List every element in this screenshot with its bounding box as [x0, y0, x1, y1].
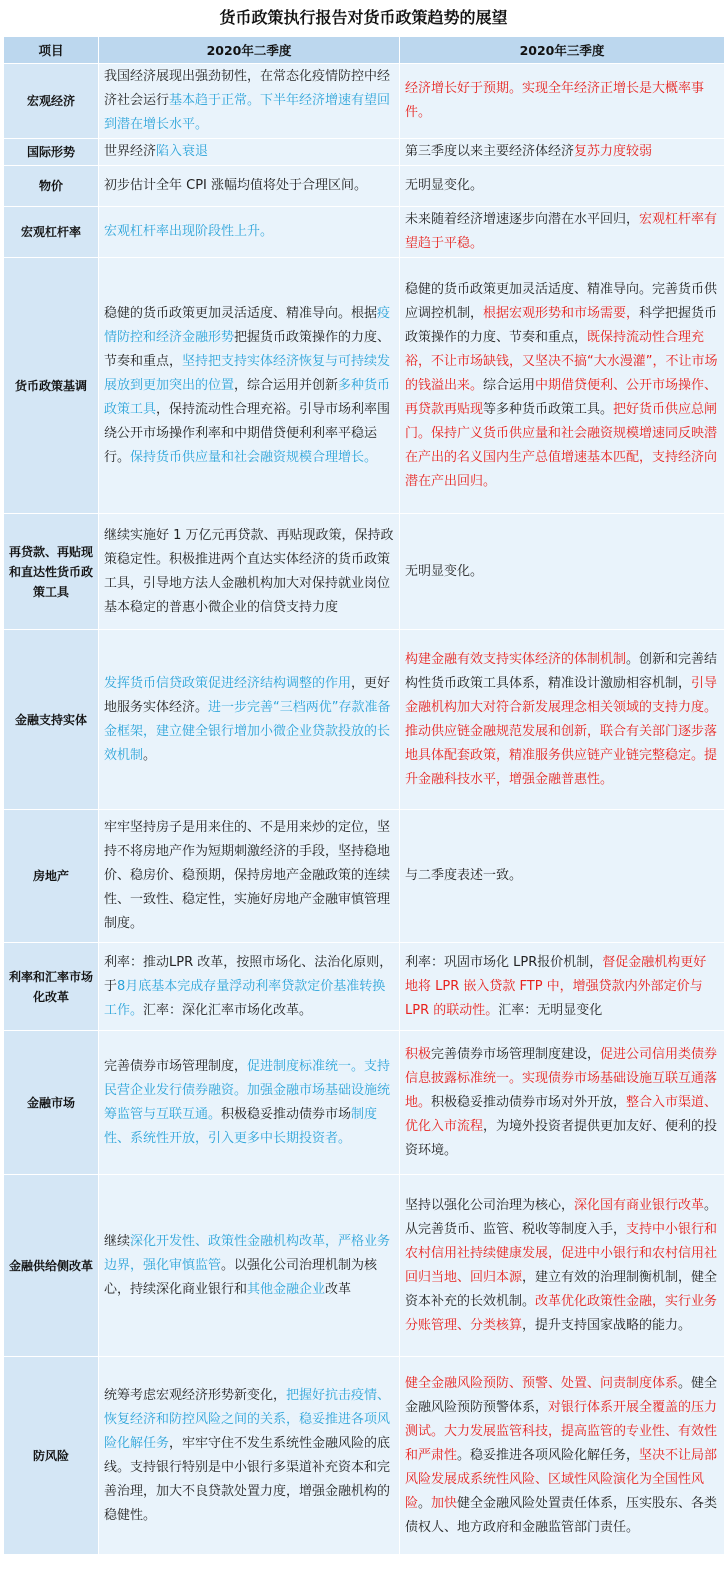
highlight-red-segment: 促进公司信用类债券信息披露标准统一。实现债券市场基础设施互联互通落地。	[405, 1046, 718, 1110]
text-segment: 利率：推动LPR 改革，按照市场化、法治化原则，于	[104, 954, 393, 994]
text-segment: 。	[143, 747, 157, 763]
highlight-blue-segment: 坚持把支持实体经济恢复与可持续发展放到更加突出的位置	[104, 353, 391, 393]
table-row	[4, 943, 725, 1031]
cell-q2-2020	[99, 258, 400, 514]
text-segment: ，建立有效的治理制衡机制，健全资本补充的长效机制。	[405, 1269, 718, 1309]
table-row	[4, 630, 725, 810]
highlight-red-segment: 深化国有商业银行改革	[574, 1197, 705, 1213]
cell-q2-2020	[99, 207, 400, 258]
cell-q2-2020	[99, 630, 400, 810]
cell-q3-2020	[400, 207, 725, 258]
cell-q3-2020	[400, 139, 725, 166]
text-segment: 科学把握货币政策操作的力度、节奏和重点，	[405, 305, 718, 345]
highlight-red-segment: 既保持流动性合理充裕，不让市场缺钱，又坚决不搞“大水漫灌”，不让市场的钱溢出来。	[405, 329, 718, 393]
highlight-blue-segment: 把握好抗击疫情、恢复经济和防控风险之间的关系，稳妥推进各项风险化解任务	[104, 1387, 391, 1451]
text-segment: 第三季度以来主要经济体经济	[405, 144, 575, 159]
text-segment: 世界经济	[104, 144, 157, 159]
text-segment: ，保持流动性合理充裕。引导市场利率围绕公开市场操作利率和中期借贷便利利率平稳运行。	[104, 401, 391, 465]
highlight-blue-segment: 8月底基本完成存量浮动利率贷款定价基准转换工作。	[104, 978, 386, 1018]
outlook-table	[3, 36, 725, 1555]
cell-q2-2020	[99, 1357, 400, 1555]
text-segment: 继续	[104, 1233, 131, 1249]
table-row	[4, 1175, 725, 1357]
highlight-red-segment: 积极	[405, 1046, 432, 1062]
table-header-row	[4, 37, 725, 64]
row-item-label: 物价	[4, 166, 99, 207]
text-segment: 等多种货币政策工具。	[483, 401, 614, 417]
highlight-red-segment: 引导金融机构加大对符合新发展理念相关领域的支持力度。推动供应链金融规范发展和创新，联合有关部门逐步落地具体配套政策，精准服务供应链产业链完整稳定。提升金融科技水平，增强金融普惠性。	[405, 675, 718, 787]
row-item-label: 房地产	[4, 810, 99, 943]
text-segment: 无明显变化。	[405, 563, 484, 579]
text-segment: 统筹考虑宏观经济形势新变化，	[104, 1387, 287, 1403]
table-row	[4, 64, 725, 139]
text-segment: 。健全金融风险预防预警体系，	[405, 1375, 718, 1415]
table-row	[4, 514, 725, 630]
cell-q2-2020	[99, 64, 400, 139]
highlight-red-segment: 加快	[431, 1495, 458, 1511]
row-item-label: 国际形势	[4, 139, 99, 166]
cell-q2-2020	[99, 1031, 400, 1175]
row-item-label: 利率和汇率市场化改革	[4, 943, 99, 1031]
row-item-label: 防风险	[4, 1357, 99, 1555]
text-segment: ，更好地服务实体经济。	[104, 675, 391, 715]
text-segment: 。稳妥推进各项风险化解任务，	[457, 1447, 640, 1463]
text-segment: 把握货币政策操作的力度、节奏和重点，	[104, 329, 391, 369]
highlight-red-segment: 督促金融机构更好地将 LPR 嵌入贷款 FTP 中，增强贷款内外部定价与 LPR 的联动性。	[405, 954, 707, 1018]
cell-q3-2020	[400, 630, 725, 810]
text-segment: 积极稳妥推动债券市场对外开放，	[431, 1094, 627, 1110]
text-segment: 我国经济展现出强劲韧性，在常态化疫情防控中经济社会运行	[104, 69, 391, 108]
table-row	[4, 258, 725, 514]
highlight-red-segment: 健全金融风险预防、预警、处置、问责制度体系	[405, 1375, 679, 1391]
page-title: 货币政策执行报告对货币政策趋势的展望	[219, 8, 508, 27]
table-row	[4, 810, 725, 943]
highlight-red-segment: 构建金融有效支持实体经济的体制机制	[405, 651, 627, 667]
highlight-red-segment: 中期借贷便利、公开市场操作、再贷款再贴现	[405, 377, 718, 417]
cell-q2-2020	[99, 139, 400, 166]
text-segment: 健全金融风险处置责任体系，压实股东、各类债权人、地方政府和金融监管部门责任。	[405, 1495, 718, 1535]
highlight-blue-segment: 保持货币供应量和社会融资规模合理增长。	[130, 449, 378, 465]
highlight-blue-segment: 宏观杠杆率出现阶段性上升。	[104, 224, 274, 239]
text-segment: 综合运用	[483, 377, 536, 393]
text-segment: 与二季度表述一致。	[405, 868, 523, 883]
cell-q3-2020	[400, 64, 725, 139]
text-segment: 未来随着经济增速逐步向潜在水平回归，	[405, 212, 640, 227]
text-segment: 继续实施好 1 万亿元再贷款、再贴现政策，保持政策稳定性。积极推进两个直达实体经济的货币政策工具，引导地方法人金融机构加大对保持就业岗位基本稳定的普惠小微企业的信贷支持力度	[104, 527, 394, 615]
cell-q3-2020	[400, 1357, 725, 1555]
highlight-blue-segment: 疫情防控和经济金融形势	[104, 305, 391, 345]
highlight-blue-segment: 进一步完善“三档两优”存款准备金框架，建立健全银行增加小微企业贷款投放的长效机制	[104, 699, 391, 763]
text-segment: 稳健的货币政策更加灵活适度、精准导向。根据	[104, 305, 378, 321]
highlight-red-segment: 坚决不让局部风险发展成系统性风险、区域性风险演化为全国性风险	[405, 1447, 718, 1511]
text-segment: ，为境外投资者提供更加友好、便利的投资环境。	[405, 1118, 718, 1158]
text-segment: 完善债券市场管理制度建设，	[431, 1046, 601, 1062]
row-item-label: 宏观经济	[4, 64, 99, 139]
cell-q3-2020	[400, 258, 725, 514]
cell-q3-2020	[400, 1175, 725, 1357]
highlight-red-segment: 整合入市渠道、优化入市流程	[405, 1094, 718, 1134]
text-segment: 无明显变化。	[405, 178, 484, 193]
row-item-label: 金融供给侧改革	[4, 1175, 99, 1357]
text-segment: 。	[418, 1495, 432, 1511]
cell-q3-2020	[400, 514, 725, 630]
text-segment: 初步估计全年 CPI 涨幅均值将处于合理区间。	[104, 178, 368, 193]
table-row	[4, 166, 725, 207]
cell-q2-2020	[99, 810, 400, 943]
highlight-blue-segment: 制度性、系统性开放，引入更多中长期投资者。	[104, 1106, 378, 1146]
highlight-blue-segment: 促进制度标准统一。支持民营企业发行债券融资。加强金融市场基础设施统筹监管与互联互通。	[104, 1058, 391, 1122]
highlight-blue-segment: 其他金融企业	[247, 1281, 326, 1297]
cell-q3-2020	[400, 1031, 725, 1175]
highlight-blue-segment: 深化开发性、政策性金融机构改革，严格业务边界，强化审慎监管	[104, 1233, 391, 1273]
header-item: 项目	[4, 37, 99, 64]
text-segment: 牢牢坚持房子是用来住的、不是用来炒的定位，坚持不将房地产作为短期刺激经济的手段，坚持稳地价、稳房价、稳预期，保持房地产金融政策的连续性、一致性、稳定性，实施好房地产金融审慎管理制度。	[104, 820, 391, 931]
header-q2-2020: 2020年二季度	[99, 37, 400, 64]
text-segment: 积极稳妥推动债券市场	[221, 1106, 352, 1122]
text-segment: 改革	[325, 1281, 352, 1297]
highlight-red-segment: 根据宏观形势和市场需要，	[483, 305, 640, 321]
cell-q2-2020	[99, 1175, 400, 1357]
table-row	[4, 139, 725, 166]
table-row	[4, 1031, 725, 1175]
text-segment: 利率：巩固市场化 LPR报价机制，	[405, 954, 603, 970]
highlight-red-segment: 把好货币供应总闸门。保持广义货币供应量和社会融资规模增速同反映潜在产出的名义国内生产总值增速基本匹配，支持经济向潜在产出回归。	[405, 401, 718, 489]
row-item-label: 再贷款、再贴现和直达性货币政策工具	[4, 514, 99, 630]
text-segment: ，提升支持国家战略的能力。	[522, 1317, 692, 1333]
highlight-red-segment: 复苏力度较弱	[574, 144, 653, 159]
highlight-red-segment: 改革优化政策性金融，实行业务分账管理、分类核算	[405, 1293, 718, 1333]
text-segment: 。以强化公司治理机制为核心，持续深化商业银行和	[104, 1257, 378, 1297]
row-item-label: 货币政策基调	[4, 258, 99, 514]
cell-q2-2020	[99, 514, 400, 630]
highlight-blue-segment: 基本趋于正常。下半年经济增速有望回到潜在增长水平。	[104, 93, 391, 132]
row-item-label: 金融市场	[4, 1031, 99, 1175]
highlight-red-segment: 支持中小银行和农村信用社持续健康发展，促进中小银行和农村信用社回归当地、回归本源	[405, 1221, 718, 1285]
cell-q2-2020	[99, 943, 400, 1031]
header-q3-2020: 2020年三季度	[400, 37, 725, 64]
text-segment: 稳健的货币政策更加灵活适度、精准导向。完善货币供应调控机制，	[405, 281, 718, 321]
highlight-red-segment: 对银行体系开展全覆盖的压力测试。大力发展监管科技，提高监管的专业性、有效性和严肃性	[405, 1399, 718, 1463]
cell-q2-2020	[99, 166, 400, 207]
highlight-red-segment: 宏观杠杆率有望趋于平稳。	[405, 212, 718, 251]
highlight-red-segment: 经济增长好于预期。实现全年经济正增长是大概率事件。	[405, 81, 705, 120]
cell-q3-2020	[400, 810, 725, 943]
cell-q3-2020	[400, 166, 725, 207]
text-segment: 。创新和完善结构性货币政策工具体系，精准设计激励相容机制，	[405, 651, 718, 691]
table-row	[4, 1357, 725, 1555]
text-segment: 。从完善货币、监管、税收等制度入手，	[405, 1197, 718, 1237]
text-segment: 完善债券市场管理制度，	[104, 1058, 248, 1074]
row-item-label: 金融支持实体	[4, 630, 99, 810]
row-item-label: 宏观杠杆率	[4, 207, 99, 258]
highlight-blue-segment: 发挥货币信贷政策促进经济结构调整的作用	[104, 675, 352, 691]
table-row	[4, 207, 725, 258]
text-segment: 坚持以强化公司治理为核心，	[405, 1197, 575, 1213]
cell-q3-2020	[400, 943, 725, 1031]
text-segment: 汇率：深化汇率市场化改革。	[143, 1002, 313, 1018]
text-segment: ，综合运用并创新	[234, 377, 339, 393]
highlight-blue-segment: 多种货币政策工具	[104, 377, 391, 417]
text-segment: 汇率：无明显变化	[498, 1002, 603, 1018]
text-segment: ，牢牢守住不发生系统性金融风险的底线。支持银行特别是中小银行多渠道补充资本和完善治理，加大不良贷款处置力度，增强金融机构的稳健性。	[104, 1435, 391, 1523]
highlight-blue-segment: 陷入衰退	[156, 144, 209, 159]
